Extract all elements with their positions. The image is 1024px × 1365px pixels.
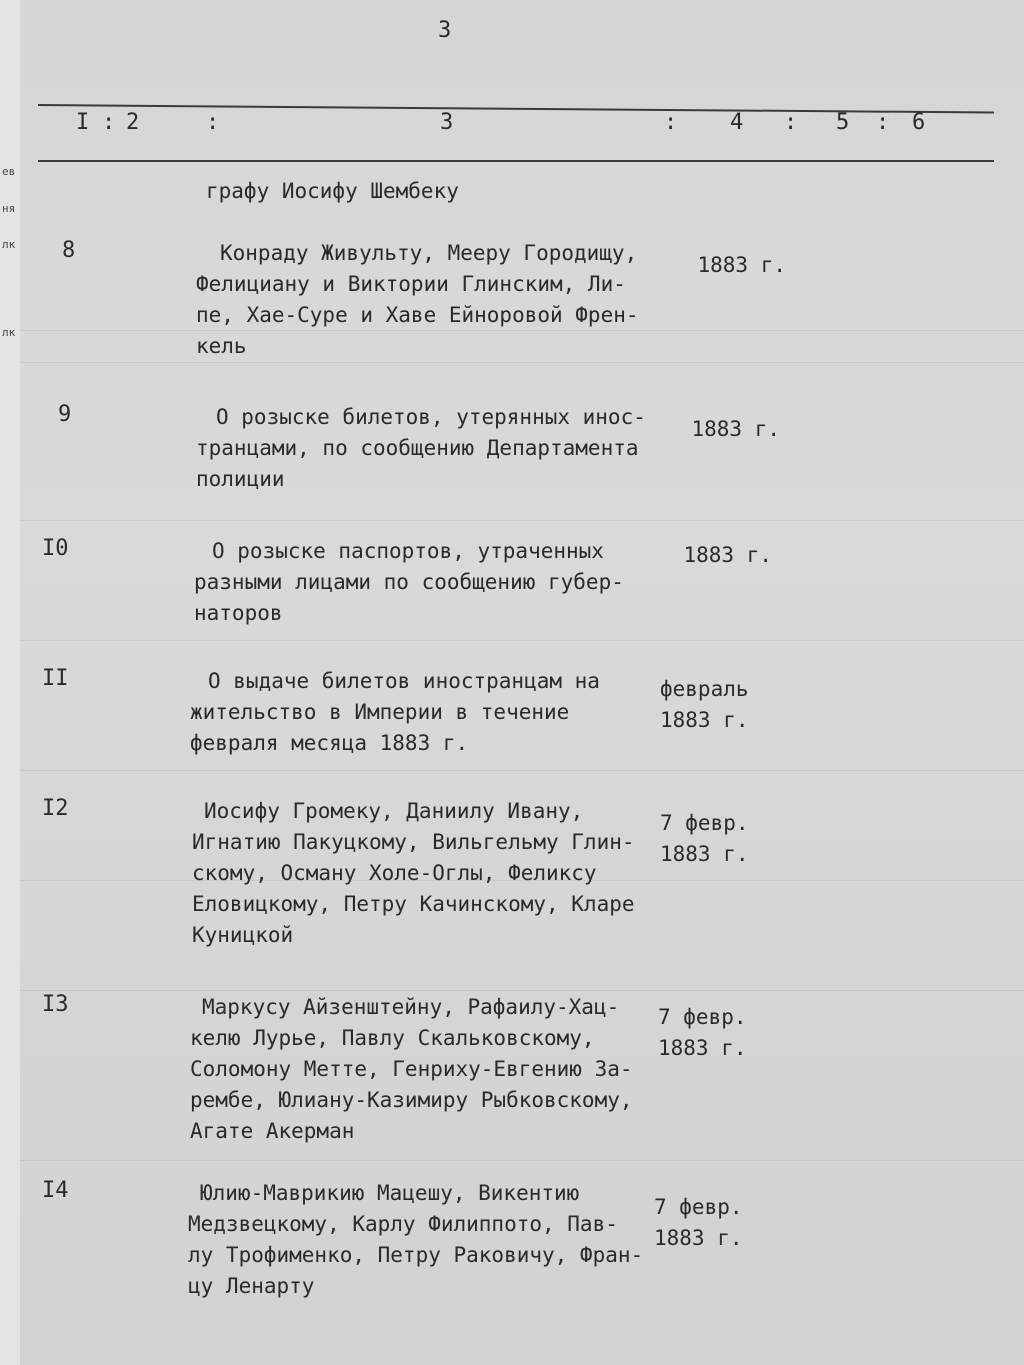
entry-title [188, 1178, 668, 1302]
document-page [20, 0, 1024, 1365]
entry-date [632, 808, 772, 870]
entry-date [642, 540, 772, 571]
margin-fragment: ев [2, 165, 16, 178]
table-header [20, 110, 1024, 150]
date-line: 1883 г. [697, 253, 786, 277]
entry-date [656, 250, 786, 281]
title-line: Иосифу Громеку, Даниилу Ивану, [204, 799, 584, 823]
date-line: 1883 г. [660, 842, 749, 866]
title-line: Юлию-Маврикию Мацешу, Викентию [200, 1181, 580, 1205]
title-line: Медзвецкому, Карлу Филиппото, Пав- [188, 1212, 618, 1236]
header-bottom-rule [38, 160, 994, 162]
entry-number: I3 [42, 992, 69, 1017]
date-line: 1883 г. [683, 543, 772, 567]
title-line: Игнатию Пакуцкому, Вильгельму Глин- [192, 830, 635, 854]
entry-title [190, 666, 670, 759]
margin-fragment: лк [2, 238, 16, 251]
header-sep: : [876, 110, 892, 135]
title-line: рембе, Юлиану-Казимиру Рыбковскому, [190, 1088, 633, 1112]
date-line: 7 февр. [660, 811, 749, 835]
date-line: 1883 г. [658, 1036, 747, 1060]
entry-title [196, 238, 676, 362]
date-line: февраль [660, 677, 749, 701]
entry-title [194, 536, 674, 629]
date-line: 7 февр. [658, 1005, 747, 1029]
title-line: Соломону Метте, Генриху-Евгению За- [190, 1057, 633, 1081]
title-line: Фелициану и Виктории Глинским, Ли- [196, 272, 626, 296]
page-number: 3 [438, 18, 452, 43]
header-sep: : [206, 110, 222, 135]
title-line: полиции [196, 467, 285, 491]
title-line: Маркусу Айзенштейну, Рафаилу-Хац- [202, 995, 620, 1019]
entry-date [628, 1192, 768, 1254]
entry-number: 9 [58, 402, 72, 427]
title-line: Куницкой [192, 923, 294, 947]
title-line: лу Трофименко, Петру Раковичу, Фран- [188, 1243, 644, 1267]
header-col-6: 6 [912, 110, 928, 135]
entry-number: II [42, 666, 69, 691]
entry-number: I2 [42, 796, 69, 821]
title-line: жительство в Империи в течение [190, 700, 570, 724]
entry-number: 8 [62, 238, 76, 263]
header-sep: : [784, 110, 800, 135]
header-sep: : [102, 110, 118, 135]
title-line: Агате Акерман [190, 1119, 355, 1143]
entry-date [632, 1002, 772, 1064]
margin-fragment: ня [2, 202, 16, 215]
title-line: келю Лурье, Павлу Скальковскому, [190, 1026, 595, 1050]
header-col-5: 5 [836, 110, 852, 135]
entry-date [650, 414, 780, 445]
title-line: Конраду Живульту, Мееру Городищу, [220, 241, 638, 265]
title-line: О розыске паспортов, утраченных [212, 539, 604, 563]
header-col-2: 2 [126, 110, 142, 135]
title-line: скому, Осману Холе-Оглы, Феликсу [192, 861, 597, 885]
title-line: транцами, по сообщению Департамента [196, 436, 639, 460]
date-line: 7 февр. [654, 1195, 743, 1219]
title-line: февраля месяца 1883 г. [190, 731, 469, 755]
date-line: 1883 г. [654, 1226, 743, 1250]
margin-fragment: лк [2, 326, 16, 339]
title-line: Еловицкому, Петру Качинскому, Кларе [192, 892, 635, 916]
entry-number: I0 [42, 536, 69, 561]
title-line: О выдаче билетов иностранцам на [208, 669, 600, 693]
title-line: пе, Хае-Суре и Хаве Ейноровой Френ- [196, 303, 639, 327]
header-col-4: 4 [730, 110, 746, 135]
title-line: разными лицами по сообщению губер- [194, 570, 624, 594]
title-line: наторов [194, 601, 283, 625]
title-line: О розыске билетов, утерянных инос- [216, 405, 646, 429]
entry-date [632, 674, 772, 736]
date-line: 1883 г. [660, 708, 749, 732]
header-col-3: 3 [440, 110, 456, 135]
date-line: 1883 г. [691, 417, 780, 441]
header-sep: : [664, 110, 680, 135]
header-col-1: I [76, 110, 92, 135]
entry-title [196, 402, 676, 495]
entry-number: I4 [42, 1178, 69, 1203]
title-line: графу Иосифу Шембеку [206, 179, 459, 203]
title-line: цу Ленарту [188, 1274, 315, 1298]
entry-title [190, 992, 670, 1147]
adjacent-page-edge [0, 0, 20, 1365]
entry-title [192, 796, 672, 951]
entry-title [206, 176, 686, 207]
title-line: кель [196, 334, 247, 358]
